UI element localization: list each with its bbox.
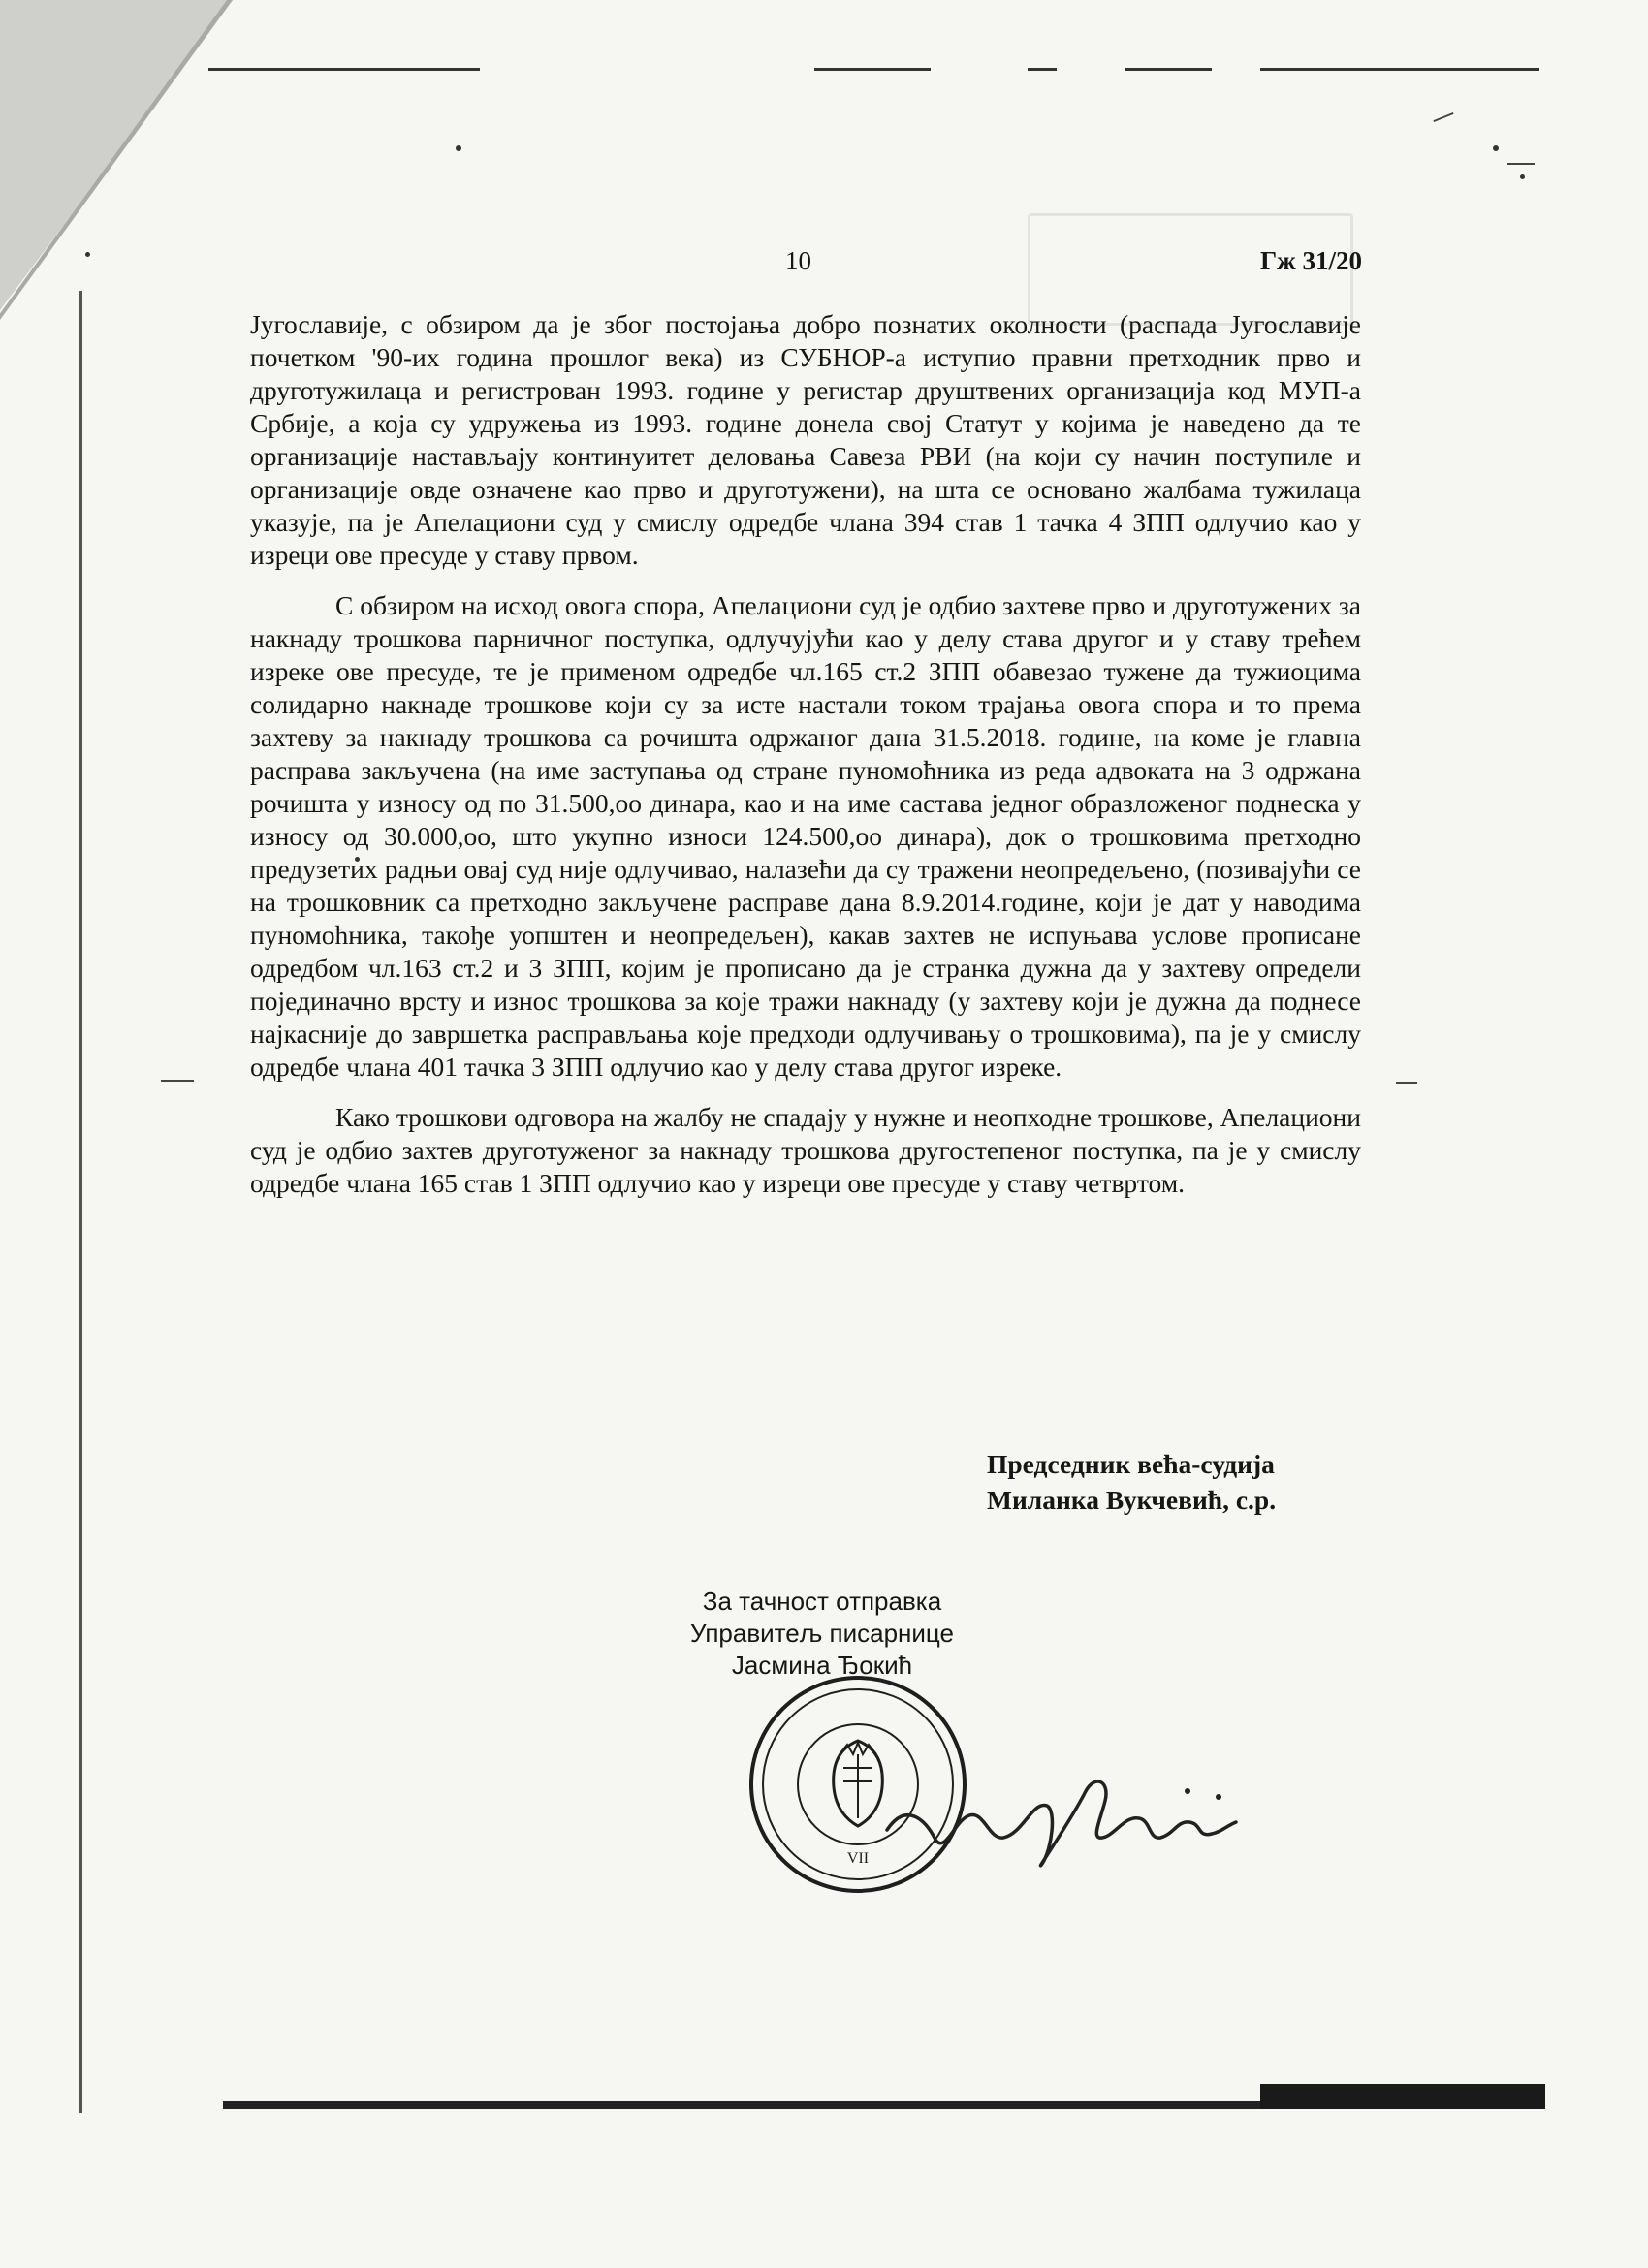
top-rule <box>814 68 931 71</box>
judge-signature-block <box>987 1446 1276 1518</box>
paragraph-2: С обзиром на исход овога спора, Апелациони суд је одбио захтеве прво и друготужених за накнаду трошкова парничног поступка, одлучујући као у делу става другог и у ставу трећем изреке ове пресуде, те је применом одредбе чл.165 ст.2 ЗПП обавезао тужене да тужиоцима солидарно накнаде трошкове који су за исте настали током трајања овога спора и то према захтеву за накнаду трошкова са рочишта одржаног дана 31.5.2018. године, на коме је главна расправа закључена (на име заступања од стране пуномоћника из реда адвоката на 3 одржана рочишта у износу од по 31.500,оо динара, као и на име састава једног образложеног поднеска у износу од 30.000,оо, што укупно износи 124.500,оо динара), док о трошковима претходно предузетих радњи овај суд није одлучивао, налазећи да су тражени неопредељено, (позивајући се на трошковник са претходно закључене расправе дана 8.9.2014.године, који је дат у наводима пуномоћника, такође уопштен и неопредељен), какав захтев не испуњава услове прописане одредбом чл.163 ст.2 и 3 ЗПП, којим је прописано да је странка дужна да у захтеву определи појединачно врсту и износ трошкова за које тражи накнаду (у захтеву који је дужна да поднесе најкасније до завршетка расправљања које предходи одлучивању о трошковима), па је у смислу одредбе члана 401 тачка 3 ЗПП одлучио као у делу става другог изреке. <box>250 590 1361 1082</box>
paragraph-1: Југославије, с обзиром да је због постојања добро познатих околности (распада Југославије почетком '90-их година прошлог века) из СУБНОР-а иступио правни претходник прво и друготужилаца и регистрован 1993. године у регистар друштвених организација код МУП-а Србије, а која су удружења из 1993. године донела свој Статут у којима је наведено да те организације настављају континуитет деловања Савеза РВИ (на који су начин поступиле и организације овде означене као прво и друготужени), на шта се основано жалбама тужилаца указује, па је Апелациони суд у смислу одредбе члана 394 став 1 тачка 4 ЗПП одлучио као у изреци ове пресуде у ставу првом. <box>250 309 1361 570</box>
seal-numeral: VII <box>846 1850 870 1867</box>
scan-mark <box>1433 112 1453 122</box>
bottom-rule-thick <box>1260 2084 1545 2109</box>
scan-speck <box>1520 174 1525 179</box>
top-rule <box>208 68 480 71</box>
top-rule <box>1125 68 1212 71</box>
document-body <box>250 308 1361 1217</box>
page-left-border <box>79 291 82 2113</box>
top-rule <box>1260 68 1539 71</box>
top-rule <box>1028 68 1057 71</box>
scan-speck <box>456 145 461 151</box>
judge-title: Председник већа-судија <box>987 1449 1275 1479</box>
case-number: Гж 31/20 <box>1259 246 1362 275</box>
paragraph-3: Како трошкови одговора на жалбу не спадају у нужне и неопходне трошкове, Апелациони суд је одбио захтев друготуженог за накнаду трошкова другостепеног поступка, па је у смислу одредбе члана 165 став 1 ЗПП одлучио као у изреци ове пресуде у ставу четвртом. <box>250 1102 1361 1198</box>
judge-name: Миланка Вукчевић, с.р. <box>987 1485 1277 1515</box>
scan-mark <box>1507 163 1535 165</box>
handwritten-signature <box>877 1762 1246 1878</box>
certification-line: За тачност отправка <box>702 1587 942 1616</box>
clerk-name: Јасмина Ђокић <box>731 1651 913 1680</box>
scan-speck <box>85 252 90 257</box>
certification-block <box>628 1586 1016 1682</box>
page-number: 10 <box>785 246 811 275</box>
scan-mark <box>1396 1082 1417 1084</box>
scan-mark <box>161 1080 194 1082</box>
scan-speck <box>1493 145 1499 151</box>
clerk-title: Управитељ писарнице <box>689 1619 954 1648</box>
